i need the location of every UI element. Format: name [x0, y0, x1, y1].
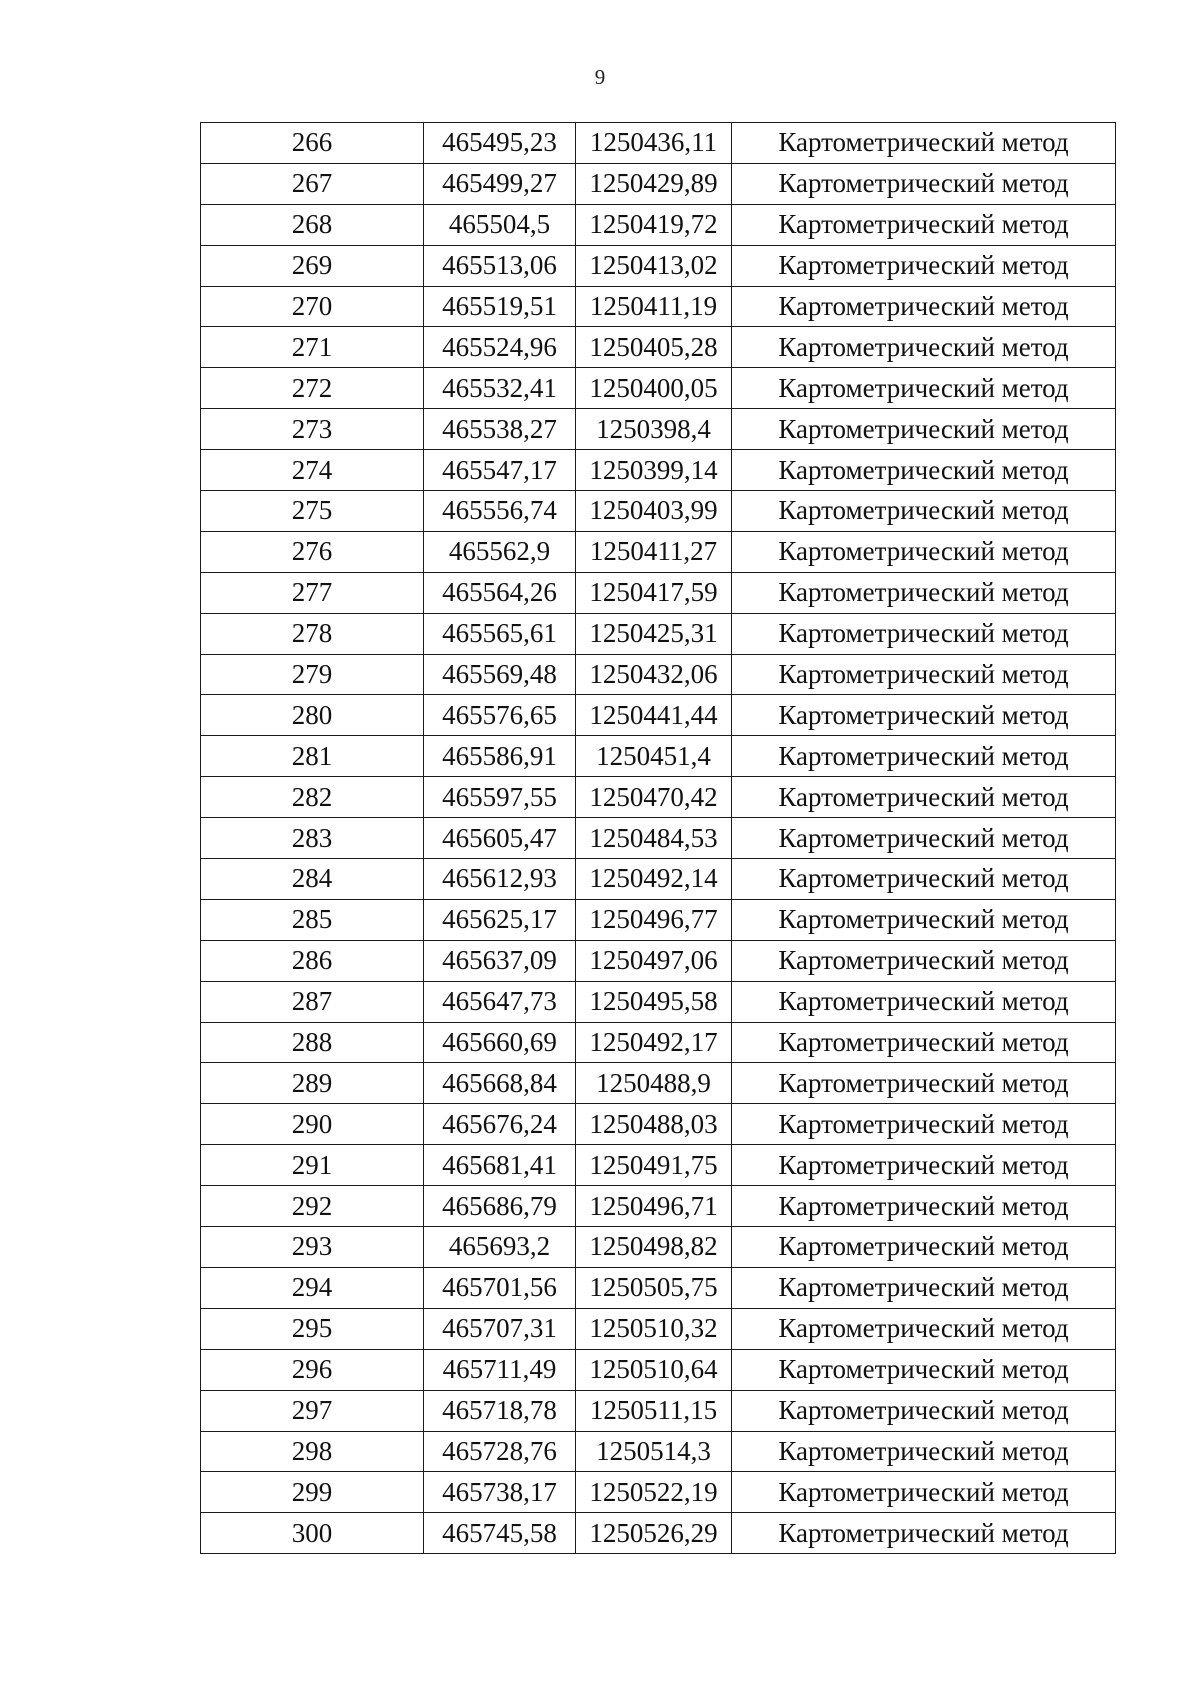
- point-number-cell: 291: [201, 1145, 424, 1186]
- method-cell: Картометрический метод: [732, 531, 1116, 572]
- x-coordinate-cell: 465495,23: [424, 123, 576, 164]
- y-coordinate-cell: 1250496,77: [576, 899, 732, 940]
- table-row: [201, 450, 1116, 491]
- table-row: [201, 531, 1116, 572]
- y-coordinate-cell: 1250522,19: [576, 1472, 732, 1513]
- method-cell: Картометрический метод: [732, 654, 1116, 695]
- point-number-cell: 300: [201, 1513, 424, 1554]
- method-cell: Картометрический метод: [732, 1186, 1116, 1227]
- table-row: [201, 940, 1116, 981]
- table-row: [201, 204, 1116, 245]
- table-row: [201, 491, 1116, 532]
- table-row: [201, 1431, 1116, 1472]
- method-cell: Картометрический метод: [732, 286, 1116, 327]
- y-coordinate-cell: 1250511,15: [576, 1390, 732, 1431]
- table-row: [201, 1390, 1116, 1431]
- method-cell: Картометрический метод: [732, 1145, 1116, 1186]
- point-number-cell: 283: [201, 818, 424, 859]
- method-cell: Картометрический метод: [732, 123, 1116, 164]
- y-coordinate-cell: 1250405,28: [576, 327, 732, 368]
- y-coordinate-cell: 1250505,75: [576, 1267, 732, 1308]
- x-coordinate-cell: 465605,47: [424, 818, 576, 859]
- y-coordinate-cell: 1250417,59: [576, 572, 732, 613]
- coordinates-table-body: [201, 123, 1116, 1554]
- method-cell: Картометрический метод: [732, 981, 1116, 1022]
- x-coordinate-cell: 465499,27: [424, 163, 576, 204]
- table-row: [201, 327, 1116, 368]
- y-coordinate-cell: 1250411,27: [576, 531, 732, 572]
- table-row: [201, 777, 1116, 818]
- method-cell: Картометрический метод: [732, 1349, 1116, 1390]
- method-cell: Картометрический метод: [732, 327, 1116, 368]
- method-cell: Картометрический метод: [732, 409, 1116, 450]
- table-row: [201, 859, 1116, 900]
- y-coordinate-cell: 1250496,71: [576, 1186, 732, 1227]
- y-coordinate-cell: 1250429,89: [576, 163, 732, 204]
- table-row: [201, 613, 1116, 654]
- x-coordinate-cell: 465701,56: [424, 1267, 576, 1308]
- x-coordinate-cell: 465504,5: [424, 204, 576, 245]
- point-number-cell: 277: [201, 572, 424, 613]
- point-number-cell: 292: [201, 1186, 424, 1227]
- method-cell: Картометрический метод: [732, 695, 1116, 736]
- point-number-cell: 281: [201, 736, 424, 777]
- table-row: [201, 1104, 1116, 1145]
- y-coordinate-cell: 1250488,9: [576, 1063, 732, 1104]
- x-coordinate-cell: 465569,48: [424, 654, 576, 695]
- table-row: [201, 695, 1116, 736]
- x-coordinate-cell: 465660,69: [424, 1022, 576, 1063]
- method-cell: Картометрический метод: [732, 1390, 1116, 1431]
- table-row: [201, 1145, 1116, 1186]
- x-coordinate-cell: 465647,73: [424, 981, 576, 1022]
- point-number-cell: 273: [201, 409, 424, 450]
- x-coordinate-cell: 465745,58: [424, 1513, 576, 1554]
- method-cell: Картометрический метод: [732, 899, 1116, 940]
- table-row: [201, 286, 1116, 327]
- x-coordinate-cell: 465547,17: [424, 450, 576, 491]
- x-coordinate-cell: 465718,78: [424, 1390, 576, 1431]
- point-number-cell: 282: [201, 777, 424, 818]
- table-row: [201, 1349, 1116, 1390]
- y-coordinate-cell: 1250495,58: [576, 981, 732, 1022]
- table-row: [201, 899, 1116, 940]
- x-coordinate-cell: 465532,41: [424, 368, 576, 409]
- x-coordinate-cell: 465693,2: [424, 1227, 576, 1268]
- table-row: [201, 245, 1116, 286]
- x-coordinate-cell: 465681,41: [424, 1145, 576, 1186]
- point-number-cell: 287: [201, 981, 424, 1022]
- method-cell: Картометрический метод: [732, 613, 1116, 654]
- point-number-cell: 295: [201, 1308, 424, 1349]
- point-number-cell: 290: [201, 1104, 424, 1145]
- method-cell: Картометрический метод: [732, 1267, 1116, 1308]
- x-coordinate-cell: 465728,76: [424, 1431, 576, 1472]
- method-cell: Картометрический метод: [732, 1104, 1116, 1145]
- method-cell: Картометрический метод: [732, 736, 1116, 777]
- table-row: [201, 1063, 1116, 1104]
- table-row: [201, 409, 1116, 450]
- x-coordinate-cell: 465625,17: [424, 899, 576, 940]
- x-coordinate-cell: 465556,74: [424, 491, 576, 532]
- x-coordinate-cell: 465562,9: [424, 531, 576, 572]
- x-coordinate-cell: 465612,93: [424, 859, 576, 900]
- table-row: [201, 368, 1116, 409]
- table-row: [201, 1186, 1116, 1227]
- method-cell: Картометрический метод: [732, 1308, 1116, 1349]
- method-cell: Картометрический метод: [732, 777, 1116, 818]
- x-coordinate-cell: 465513,06: [424, 245, 576, 286]
- y-coordinate-cell: 1250470,42: [576, 777, 732, 818]
- method-cell: Картометрический метод: [732, 940, 1116, 981]
- point-number-cell: 271: [201, 327, 424, 368]
- y-coordinate-cell: 1250419,72: [576, 204, 732, 245]
- y-coordinate-cell: 1250441,44: [576, 695, 732, 736]
- y-coordinate-cell: 1250526,29: [576, 1513, 732, 1554]
- table-row: [201, 1513, 1116, 1554]
- x-coordinate-cell: 465576,65: [424, 695, 576, 736]
- point-number-cell: 269: [201, 245, 424, 286]
- point-number-cell: 268: [201, 204, 424, 245]
- y-coordinate-cell: 1250492,17: [576, 1022, 732, 1063]
- x-coordinate-cell: 465565,61: [424, 613, 576, 654]
- point-number-cell: 297: [201, 1390, 424, 1431]
- method-cell: Картометрический метод: [732, 818, 1116, 859]
- y-coordinate-cell: 1250451,4: [576, 736, 732, 777]
- x-coordinate-cell: 465738,17: [424, 1472, 576, 1513]
- x-coordinate-cell: 465597,55: [424, 777, 576, 818]
- method-cell: Картометрический метод: [732, 163, 1116, 204]
- y-coordinate-cell: 1250510,32: [576, 1308, 732, 1349]
- table-row: [201, 981, 1116, 1022]
- y-coordinate-cell: 1250497,06: [576, 940, 732, 981]
- point-number-cell: 278: [201, 613, 424, 654]
- y-coordinate-cell: 1250432,06: [576, 654, 732, 695]
- table-row: [201, 654, 1116, 695]
- method-cell: Картометрический метод: [732, 368, 1116, 409]
- table-row: [201, 818, 1116, 859]
- point-number-cell: 298: [201, 1431, 424, 1472]
- point-number-cell: 276: [201, 531, 424, 572]
- y-coordinate-cell: 1250413,02: [576, 245, 732, 286]
- table-row: [201, 163, 1116, 204]
- point-number-cell: 286: [201, 940, 424, 981]
- method-cell: Картометрический метод: [732, 204, 1116, 245]
- method-cell: Картометрический метод: [732, 1227, 1116, 1268]
- point-number-cell: 288: [201, 1022, 424, 1063]
- method-cell: Картометрический метод: [732, 1063, 1116, 1104]
- x-coordinate-cell: 465637,09: [424, 940, 576, 981]
- method-cell: Картометрический метод: [732, 1431, 1116, 1472]
- table-row: [201, 1022, 1116, 1063]
- point-number-cell: 284: [201, 859, 424, 900]
- point-number-cell: 275: [201, 491, 424, 532]
- method-cell: Картометрический метод: [732, 450, 1116, 491]
- method-cell: Картометрический метод: [732, 572, 1116, 613]
- y-coordinate-cell: 1250411,19: [576, 286, 732, 327]
- point-number-cell: 289: [201, 1063, 424, 1104]
- point-number-cell: 274: [201, 450, 424, 491]
- point-number-cell: 270: [201, 286, 424, 327]
- point-number-cell: 285: [201, 899, 424, 940]
- point-number-cell: 272: [201, 368, 424, 409]
- x-coordinate-cell: 465711,49: [424, 1349, 576, 1390]
- x-coordinate-cell: 465586,91: [424, 736, 576, 777]
- y-coordinate-cell: 1250425,31: [576, 613, 732, 654]
- point-number-cell: 266: [201, 123, 424, 164]
- page-number: 9: [594, 65, 606, 89]
- method-cell: Картометрический метод: [732, 1022, 1116, 1063]
- table-row: [201, 1308, 1116, 1349]
- table-row: [201, 1227, 1116, 1268]
- point-number-cell: 293: [201, 1227, 424, 1268]
- table-row: [201, 736, 1116, 777]
- y-coordinate-cell: 1250403,99: [576, 491, 732, 532]
- point-number-cell: 294: [201, 1267, 424, 1308]
- y-coordinate-cell: 1250488,03: [576, 1104, 732, 1145]
- y-coordinate-cell: 1250400,05: [576, 368, 732, 409]
- y-coordinate-cell: 1250436,11: [576, 123, 732, 164]
- table-row: [201, 1472, 1116, 1513]
- method-cell: Картометрический метод: [732, 491, 1116, 532]
- x-coordinate-cell: 465707,31: [424, 1308, 576, 1349]
- method-cell: Картометрический метод: [732, 1513, 1116, 1554]
- x-coordinate-cell: 465686,79: [424, 1186, 576, 1227]
- x-coordinate-cell: 465524,96: [424, 327, 576, 368]
- x-coordinate-cell: 465564,26: [424, 572, 576, 613]
- y-coordinate-cell: 1250510,64: [576, 1349, 732, 1390]
- x-coordinate-cell: 465519,51: [424, 286, 576, 327]
- y-coordinate-cell: 1250498,82: [576, 1227, 732, 1268]
- y-coordinate-cell: 1250514,3: [576, 1431, 732, 1472]
- y-coordinate-cell: 1250398,4: [576, 409, 732, 450]
- x-coordinate-cell: 465538,27: [424, 409, 576, 450]
- method-cell: Картометрический метод: [732, 245, 1116, 286]
- method-cell: Картометрический метод: [732, 859, 1116, 900]
- point-number-cell: 296: [201, 1349, 424, 1390]
- y-coordinate-cell: 1250484,53: [576, 818, 732, 859]
- x-coordinate-cell: 465676,24: [424, 1104, 576, 1145]
- point-number-cell: 280: [201, 695, 424, 736]
- point-number-cell: 299: [201, 1472, 424, 1513]
- table-row: [201, 1267, 1116, 1308]
- y-coordinate-cell: 1250491,75: [576, 1145, 732, 1186]
- y-coordinate-cell: 1250492,14: [576, 859, 732, 900]
- y-coordinate-cell: 1250399,14: [576, 450, 732, 491]
- x-coordinate-cell: 465668,84: [424, 1063, 576, 1104]
- coordinates-table: [200, 122, 1116, 1554]
- table-row: [201, 123, 1116, 164]
- point-number-cell: 279: [201, 654, 424, 695]
- point-number-cell: 267: [201, 163, 424, 204]
- table-row: [201, 572, 1116, 613]
- method-cell: Картометрический метод: [732, 1472, 1116, 1513]
